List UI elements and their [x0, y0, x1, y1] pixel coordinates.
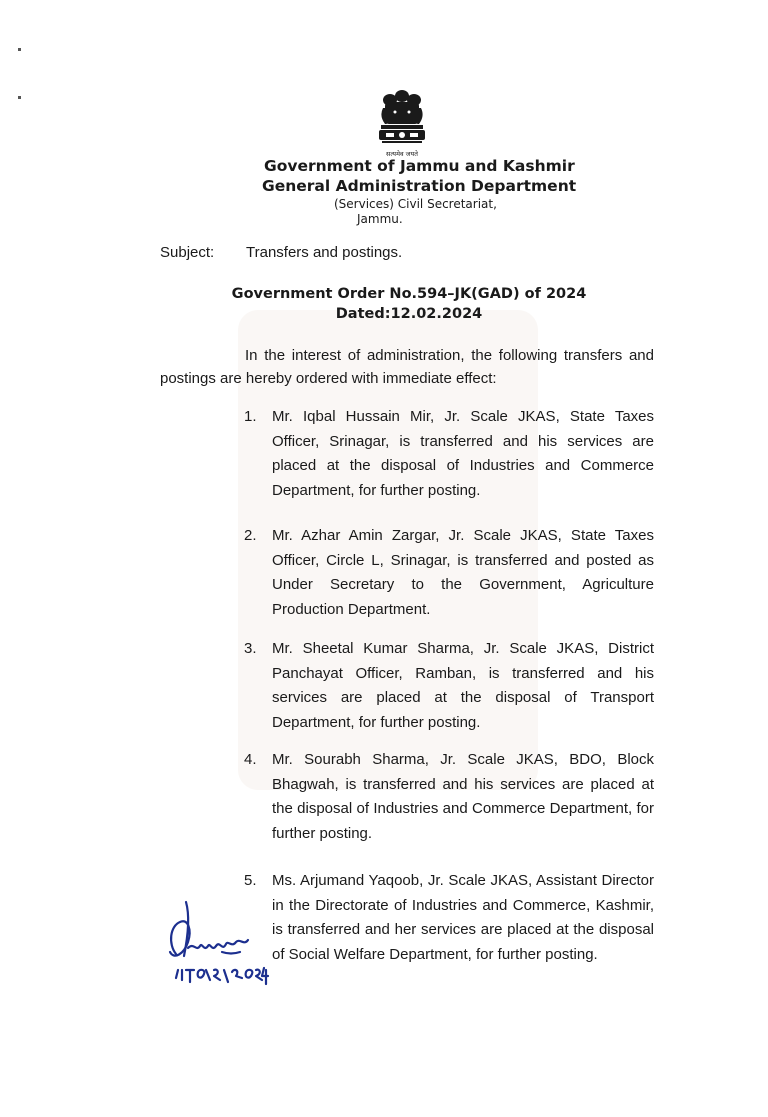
order-number: Government Order No.594–JK(GAD) of 2024 — [231, 286, 587, 302]
subject-label: Subject: — [160, 244, 215, 261]
address-line-2: Jammu. — [357, 212, 403, 226]
item-number: 3. — [244, 640, 257, 657]
intro-paragraph: In the interest of administration, the following transfers and postings are hereby ordered with immediate effect: — [160, 347, 654, 387]
letterhead — [262, 156, 577, 227]
item-text: Mr. Sheetal Kumar Sharma, Jr. Scale JKAS, District Panchayat Officer, Ramban, is transferred and his services are placed at the disposal of Transport Department, for further posting. — [272, 640, 654, 731]
item-number: 4. — [244, 751, 257, 768]
item-number: 5. — [244, 872, 257, 889]
item-text: Ms. Arjumand Yaqoob, Jr. Scale JKAS, Assistant Director in the Directorate of Industries and Commerce, Kashmir, is transferred and her services are placed at the disposal of Social Welfare Department, for further posting. — [272, 872, 654, 963]
handwritten-signature-icon — [162, 896, 272, 996]
order-date: Dated:12.02.2024 — [335, 306, 483, 322]
item-number: 2. — [244, 527, 257, 544]
scan-speck — [18, 48, 21, 51]
national-emblem-icon — [373, 86, 431, 162]
item-text: Mr. Azhar Amin Zargar, Jr. Scale JKAS, State Taxes Officer, Circle L, Srinagar, is transferred and posted as Under Secretary to the Government, Agriculture Production Department. — [272, 527, 654, 618]
government-title: Government of Jammu and Kashmir — [264, 157, 575, 175]
address-line-1: (Services) Civil Secretariat, — [334, 197, 497, 211]
order-heading — [160, 284, 658, 324]
order-item-4 — [244, 748, 654, 846]
scan-speck — [18, 96, 21, 99]
department-title: General Administration Department — [262, 177, 577, 195]
item-text: Mr. Sourabh Sharma, Jr. Scale JKAS, BDO, Block Bhagwah, is transferred and his services are placed at the disposal of Industries and Commerce Department, for further posting. — [272, 751, 654, 842]
order-item-3 — [244, 637, 654, 735]
order-item-1 — [244, 405, 654, 503]
item-text: Mr. Iqbal Hussain Mir, Jr. Scale JKAS, State Taxes Officer, Srinagar, is transferred and his services are placed at the disposal of Industries and Commerce Department, for further posting. — [272, 408, 654, 499]
item-number: 1. — [244, 408, 257, 425]
subject-line — [160, 244, 402, 261]
order-item-5 — [244, 869, 654, 967]
emblem-caption: सत्यमेव जयते — [386, 150, 418, 158]
order-item-2 — [244, 524, 654, 622]
subject-text: Transfers and postings. — [246, 244, 403, 261]
